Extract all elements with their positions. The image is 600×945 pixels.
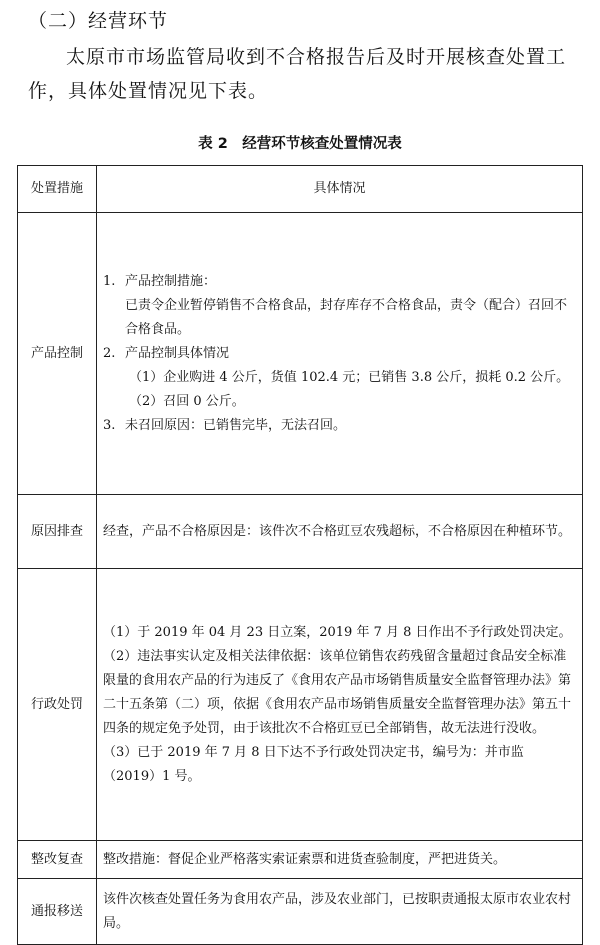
row-content-cause: 经查，产品不合格原因是：该件次不合格豇豆农残超标，不合格原因在种植环节。 [97, 495, 583, 569]
header-measure: 处置措施 [18, 166, 97, 213]
item-number: 2. [103, 345, 116, 361]
row-label-rectification: 整改复查 [18, 841, 97, 879]
list-item [103, 414, 576, 438]
disposal-table [17, 165, 583, 945]
item-title: 未召回原因：已销售完毕，无法召回。 [125, 417, 347, 433]
intro-paragraph [28, 40, 576, 108]
item-title: 产品控制措施： [125, 273, 217, 289]
sub-item: （2）召回 0 公斤。 [129, 393, 245, 409]
list-item [103, 270, 576, 294]
row-label-notification: 通报移送 [18, 879, 97, 945]
item-body: 已责令企业暂停销售不合格食品，封存库存不合格食品，责令（配合）召回不合格食品。 [125, 297, 568, 337]
row-content-product-control [97, 213, 583, 495]
table-header-row [18, 166, 583, 213]
penalty-paragraph: （3）已于 2019 年 7 月 8 日下达不予行政处罚决定书，编号为：并市监（2019）1 号。 [103, 744, 524, 784]
table-caption: 表 2 经营环节核查处置情况表 [198, 136, 402, 152]
table-row [18, 841, 583, 879]
list-item [103, 342, 576, 366]
table-row [18, 569, 583, 841]
item-number: 1. [103, 273, 116, 289]
penalty-paragraph: （1）于 2019 年 04 月 23 日立案，2019 年 7 月 8 日作出不予行政处罚决定。 [103, 624, 572, 640]
row-label-product-control: 产品控制 [18, 213, 97, 495]
row-label-cause: 原因排查 [18, 495, 97, 569]
row-content-penalty [97, 569, 583, 841]
table-row [18, 213, 583, 495]
table-row [18, 495, 583, 569]
penalty-paragraph: （2）违法事实认定及相关法律依据：该单位销售农药残留含量超过食品安全标准限量的食用农产品的行为违反了《食用农产品市场销售质量安全监督管理办法》第二十五条第（二）项，依据《食用农产品市场销售质量安全监督管理办法》第五十四条的规定免予处罚，由于该批次不合格豇豆已全部销售，故无法进行没收。 [103, 648, 572, 736]
row-label-penalty: 行政处罚 [18, 569, 97, 841]
row-content-notification: 该件次核查处置任务为食用农产品，涉及农业部门，已按职责通报太原市农业农村局。 [97, 879, 583, 945]
row-content-rectification: 整改措施：督促企业严格落实索证索票和进货查验制度，严把进货关。 [97, 841, 583, 879]
sub-item: （1）企业购进 4 公斤，货值 102.4 元；已销售 3.8 公斤，损耗 0.2 公斤。 [129, 369, 570, 385]
header-details: 具体情况 [97, 166, 583, 213]
intro-paragraph-text: 太原市市场监管局收到不合格报告后及时开展核查处置工作，具体处置情况见下表。 [28, 46, 567, 102]
item-number: 3. [103, 417, 116, 433]
table-row [18, 879, 583, 945]
section-heading: （二）经营环节 [28, 10, 169, 32]
item-title: 产品控制具体情况 [125, 345, 230, 361]
